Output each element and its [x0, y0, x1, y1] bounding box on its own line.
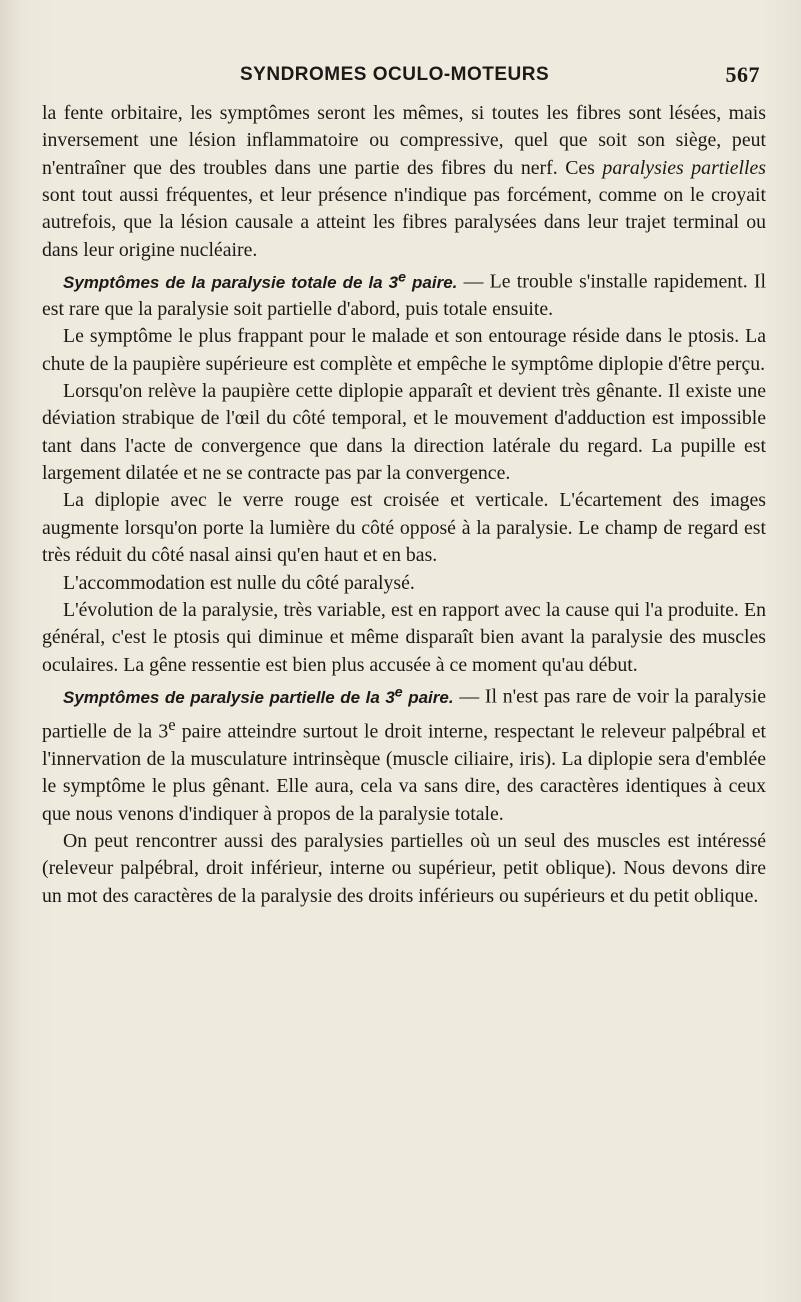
running-header — [190, 60, 760, 90]
body-text — [42, 100, 766, 910]
paragraph-text: la fente orbitaire, les symptômes seront les mêmes, si toutes les fibres sont lésées, mais inversement une lésion inflammatoire ou compressive, quel que soit son siège, peut n'entraîner que des troubles dans une partie des fibres du nerf. Ces — [42, 102, 766, 179]
paragraph-diplopie: Lorsqu'on relève la paupière cette diplopie apparaît et devient très gênante. Il existe une déviation strabique de l'œil du côté temporal, et le mouvement d'adduction est impossible tant dans l'acte de convergence que dans la direction latérale du regard. La pupille est largement dilatée et ne se contracte pas par la convergence. — [42, 380, 766, 485]
paragraph-accommodation: L'accommodation est nulle du côté paralysé. — [63, 571, 415, 594]
paragraph-final: On peut rencontrer aussi des paralysies partielles où un seul des muscles est intéressé (releveur palpébral, droit inférieur, interne ou supérieur, petit oblique). Nous devons dire un mot des caractères de la paralysie des droits inférieurs ou supérieurs et du petit oblique. — [42, 829, 766, 907]
paragraph-evolution: L'évolution de la paralysie, très variable, est en rapport avec la cause qui l'a produite. En général, c'est le ptosis qui diminue et même disparaît bien avant la paralysie des muscles oculaires. La gêne ressentie est bien plus accusée à ce moment qu'au début. — [42, 598, 766, 676]
heading-text: paire. — [406, 272, 458, 292]
inline-heading — [63, 269, 458, 292]
superscript: e — [398, 269, 406, 286]
italic-term: paralysies partielles — [602, 156, 767, 179]
superscript: e — [168, 714, 176, 734]
paragraph-ptosis: Le symptôme le plus frappant pour le malade et son entourage réside dans le ptosis. La chute de la paupière supérieure est complète et empêche le symptôme diplopie d'être perçu. — [42, 325, 766, 375]
section-heading-paralysie-totale — [42, 264, 766, 323]
paragraph-orbitaire — [42, 100, 766, 264]
header-title: SYNDROMES OCULO-MOTEURS — [240, 64, 550, 85]
paragraph-text: — Le trouble s'installe rapidement. Il est rare que la paralysie soit partielle d'abord, puis totale ensuite. — [42, 270, 766, 321]
heading-text: paire. — [402, 687, 454, 707]
heading-text: Symptômes de la paralysie totale de la 3 — [63, 272, 399, 292]
inline-heading — [63, 683, 454, 707]
superscript: e — [394, 683, 403, 700]
paragraph-text: sont tout aussi fréquentes, et leur présence n'indique pas forcément, comme on le croyait autrefois, que la lésion causale a atteint les fibres paralysées dans leur trajet terminal ou dans leur origine nucléaire. — [42, 184, 766, 261]
paragraph-text: — Il n'est pas rare de voir la paralysie partielle de la 3 — [42, 685, 766, 743]
heading-text: Symptômes de paralysie partielle de la 3 — [63, 687, 395, 707]
page-number: 567 — [725, 62, 760, 87]
paragraph-verre-rouge: La diplopie avec le verre rouge est croisée et verticale. L'écartement des images augmente lorsqu'on porte la lumière du côté opposé à la paralysie. Le champ de regard est très réduit du côté nasal ainsi qu'en haut et en bas. — [42, 489, 766, 567]
section-heading-paralysie-partielle — [42, 679, 766, 828]
paragraph-text: paire atteindre surtout le droit interne, respectant le releveur palpébral et l'innervation de la musculature intrinsèque (muscle ciliaire, iris). La diplopie sera d'emblée le symptôme le plus gênant. Elle aura, cela va sans dire, des caractères identiques à ceux que nous venons d'indiquer à propos de la paralysie totale. — [42, 720, 766, 825]
